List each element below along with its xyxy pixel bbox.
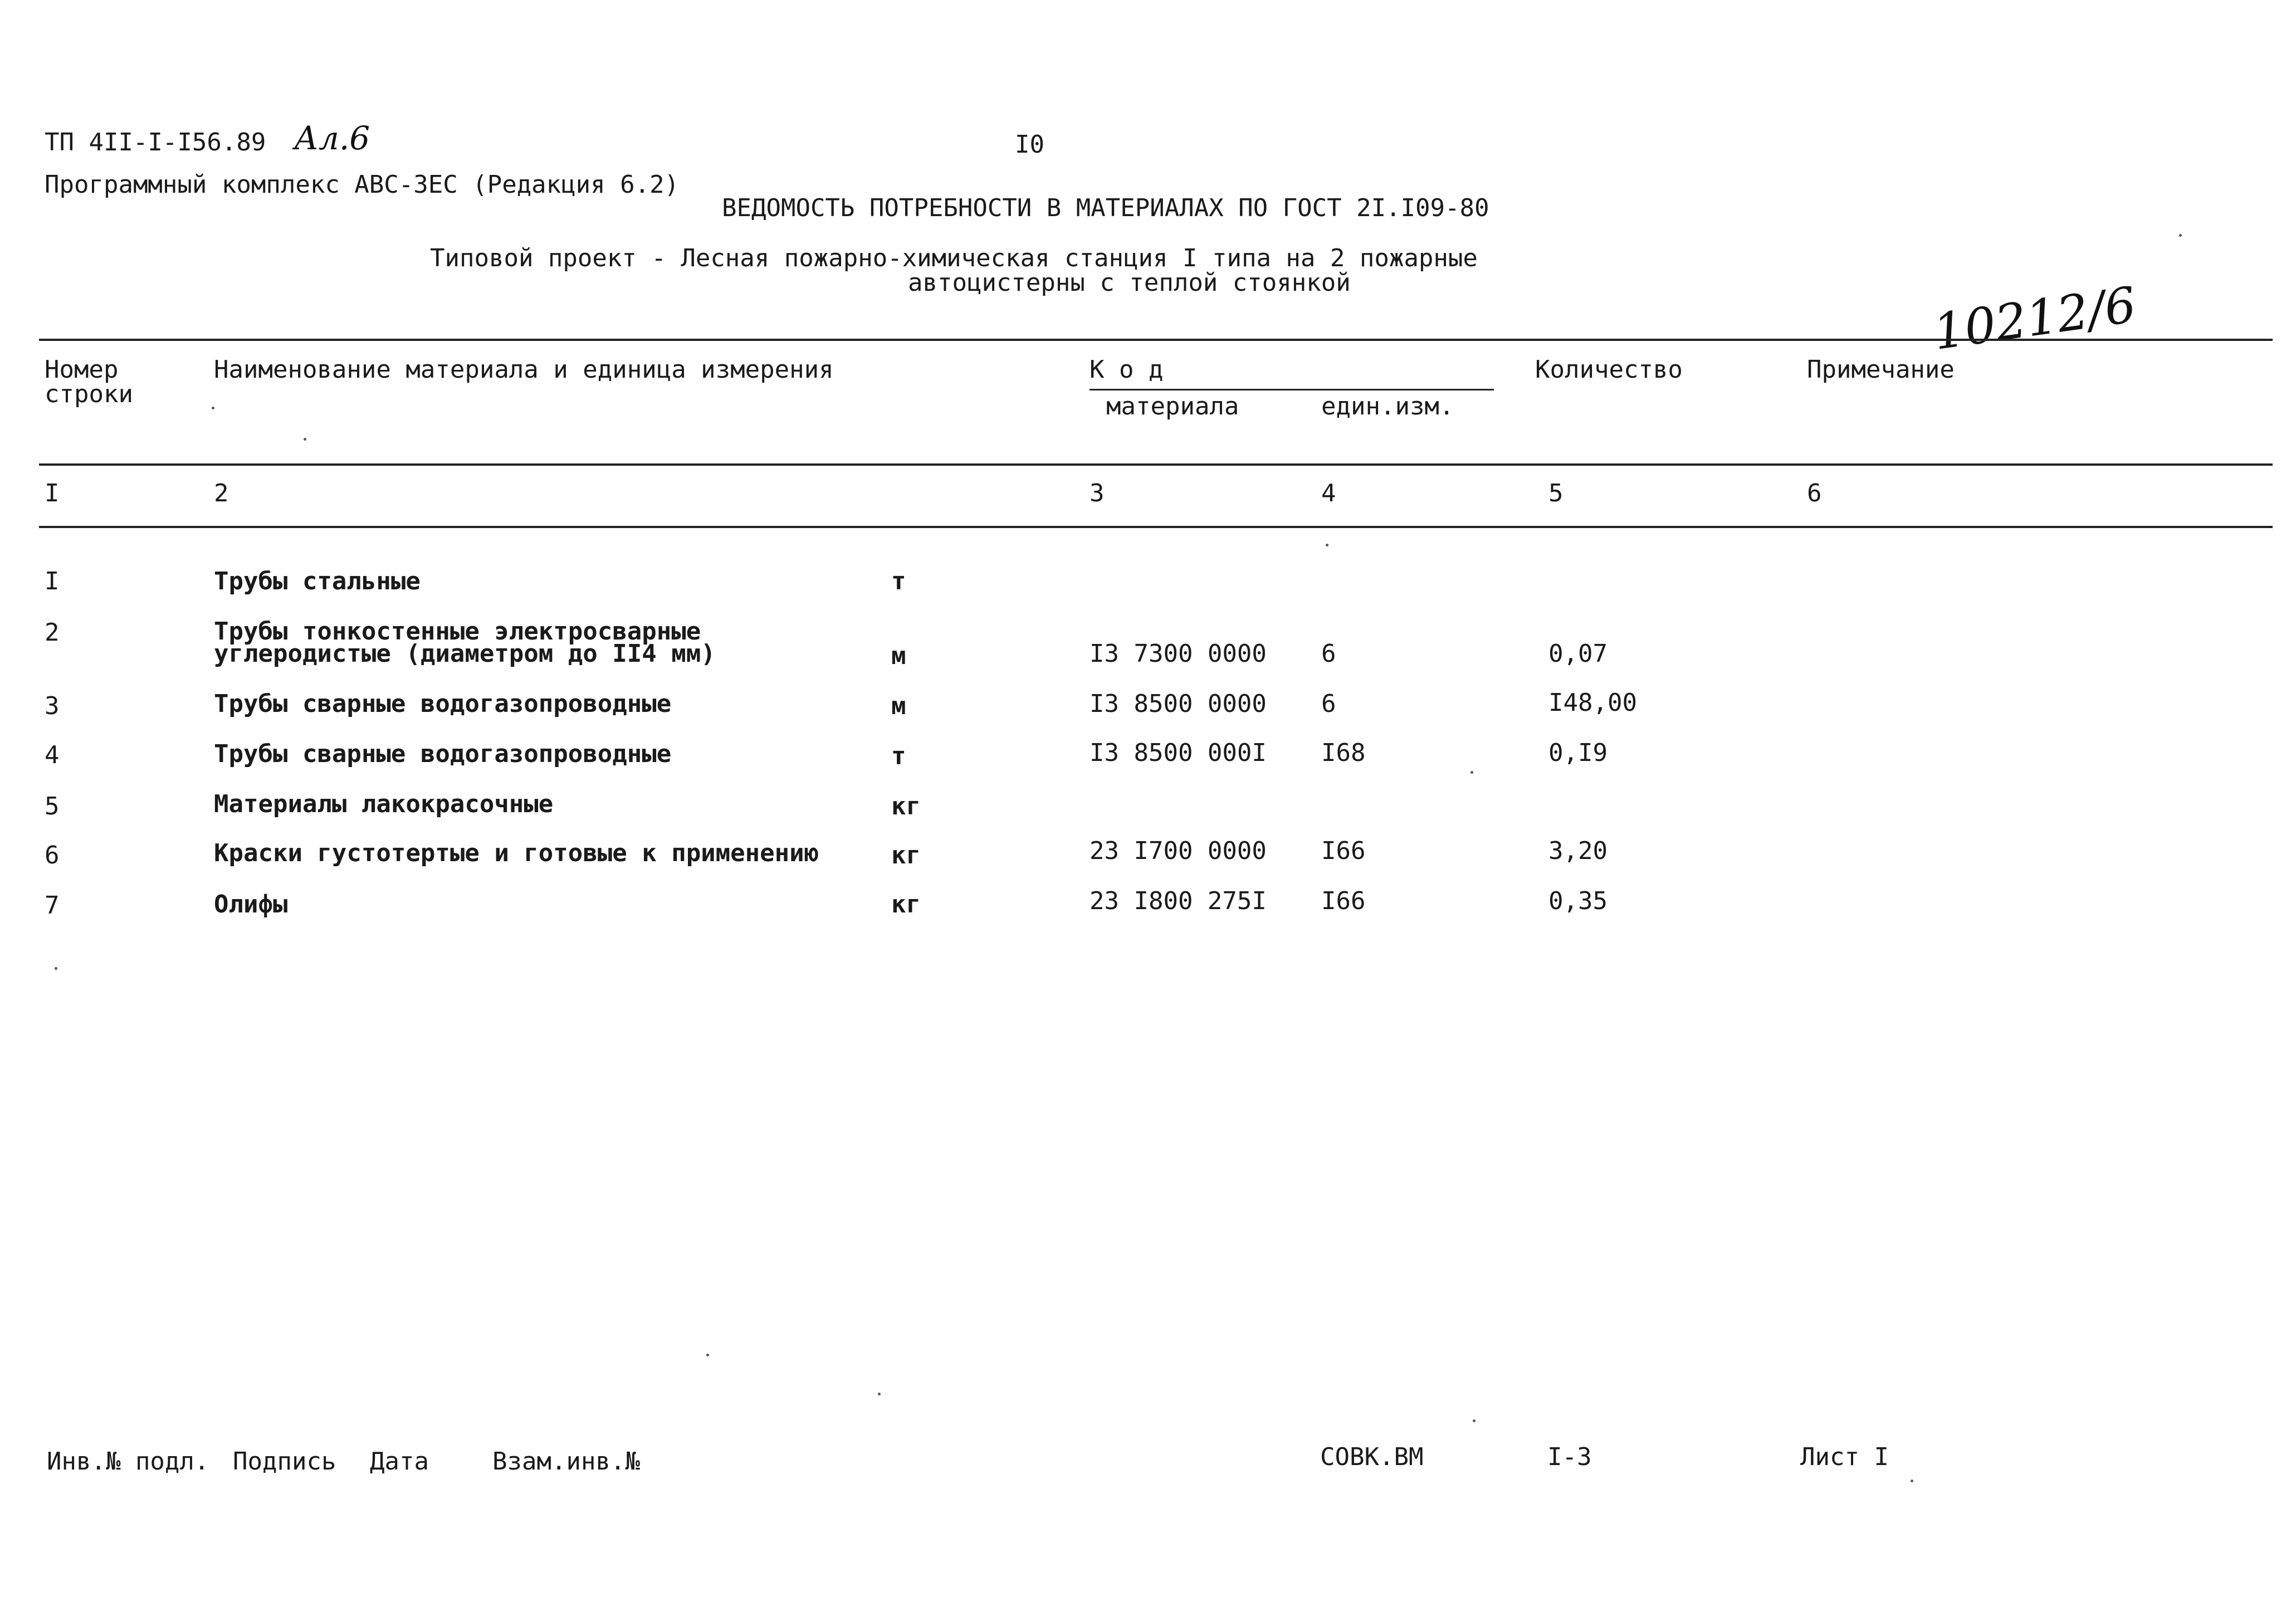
- scan-speck: [212, 407, 214, 409]
- code-group-underline: [1090, 389, 1494, 390]
- row-7-number: 7: [45, 891, 60, 920]
- row-6-code: 23 I700 0000: [1090, 837, 1267, 865]
- row-3-code: I3 8500 0000: [1090, 690, 1267, 718]
- header-quantity: Количество: [1535, 355, 1683, 384]
- row-5-unit: кг: [891, 792, 921, 821]
- row-7-quantity: 0,35: [1548, 887, 1608, 915]
- row-7-unit-code: I66: [1321, 887, 1366, 915]
- row-5-number: 5: [45, 792, 60, 821]
- row-6-unit: кг: [891, 841, 921, 870]
- footer-sheet: Лист I: [1800, 1443, 1889, 1471]
- row-2-name-line1: Трубы тонкостенные электросварные: [214, 617, 701, 646]
- scan-speck: [304, 438, 306, 441]
- header-code-unit: един.изм.: [1321, 392, 1454, 421]
- footer-vzam-inv: Взам.инв.№: [492, 1447, 640, 1476]
- scan-speck: [1473, 1419, 1476, 1422]
- column-number-5: 5: [1548, 479, 1564, 507]
- row-7-code: 23 I800 275I: [1090, 887, 1267, 915]
- row-1-number: I: [45, 567, 60, 595]
- scan-speck: [1326, 544, 1328, 546]
- column-numbers-bottom-rule: [39, 526, 2273, 528]
- handwritten-number: 10212/6: [1929, 276, 2139, 361]
- row-1-unit: т: [891, 567, 906, 595]
- project-subtitle-line2: автоцистерны с теплой стоянкой: [908, 269, 1351, 297]
- footer-inv-no: Инв.№ подл.: [47, 1447, 209, 1476]
- header-row-number-line2: строки: [45, 380, 133, 408]
- column-number-3: 3: [1090, 479, 1105, 507]
- row-2-code: I3 7300 0000: [1090, 640, 1267, 668]
- scan-speck: [55, 967, 57, 970]
- row-3-quantity: I48,00: [1548, 689, 1637, 717]
- program-name: Программный комплекс АВС-ЗЕС (Редакция 6.2): [45, 170, 680, 199]
- header-code-material: материала: [1106, 392, 1239, 421]
- header-material-name: Наименование материала и единица измерения: [214, 355, 834, 384]
- footer-section: I-3: [1547, 1443, 1592, 1471]
- row-2-name-line2: углеродистые (диаметром до II4 мм): [214, 640, 716, 668]
- row-3-number: 3: [45, 692, 60, 720]
- row-2-quantity: 0,07: [1548, 640, 1608, 668]
- row-7-unit: кг: [891, 890, 921, 919]
- column-number-2: 2: [214, 479, 229, 507]
- page-number: I0: [1015, 130, 1044, 159]
- footer-date: Дата: [370, 1447, 429, 1476]
- column-number-4: 4: [1321, 479, 1336, 507]
- scan-speck: [1911, 1480, 1913, 1482]
- row-3-name: Трубы сварные водогазопроводные: [214, 690, 672, 718]
- scan-speck: [2179, 234, 2182, 237]
- row-5-name: Материалы лакокрасочные: [214, 790, 554, 818]
- row-6-unit-code: I66: [1321, 837, 1366, 865]
- scan-speck: [706, 1354, 709, 1356]
- row-2-unit: м: [891, 642, 906, 670]
- row-6-quantity: 3,20: [1548, 837, 1608, 865]
- header-code-group: К о д: [1090, 355, 1164, 384]
- row-2-number: 2: [45, 618, 60, 647]
- row-6-name: Краски густотертые и готовые к применению: [214, 839, 819, 867]
- scan-speck: [1471, 771, 1473, 774]
- row-3-unit: м: [891, 692, 906, 720]
- column-number-6: 6: [1807, 479, 1822, 507]
- row-3-unit-code: 6: [1321, 690, 1336, 718]
- page-title: ВЕДОМОСТЬ ПОТРЕБНОСТИ В МАТЕРИАЛАХ ПО ГОСТ 2I.I09-80: [722, 194, 1489, 222]
- column-numbers-top-rule: [39, 463, 2273, 466]
- row-6-number: 6: [45, 841, 60, 870]
- row-4-number: 4: [45, 741, 60, 769]
- footer-signature: Подпись: [233, 1447, 336, 1476]
- row-4-code: I3 8500 000I: [1090, 739, 1267, 767]
- handwritten-note: Ал.6: [294, 119, 370, 157]
- scan-speck: [878, 1393, 881, 1395]
- doc-code: ТП 4II-I-I56.89: [45, 128, 266, 157]
- footer-doc-mark: СОВК.ВМ: [1320, 1443, 1424, 1471]
- row-4-quantity: 0,I9: [1548, 739, 1608, 767]
- row-4-unit-code: I68: [1321, 739, 1366, 767]
- row-7-name: Олифы: [214, 890, 288, 919]
- header-note: Примечание: [1807, 355, 1955, 384]
- row-2-unit-code: 6: [1321, 640, 1336, 668]
- row-4-name: Трубы сварные водогазопроводные: [214, 740, 672, 768]
- header-row-number-line1: Номер: [45, 355, 119, 384]
- table-top-rule: [39, 339, 2273, 341]
- column-number-1: I: [45, 479, 60, 507]
- row-1-name: Трубы стальные: [214, 567, 421, 595]
- project-subtitle-line1: Типовой проект - Лесная пожарно-химическая станция I типа на 2 пожарные: [430, 244, 1478, 272]
- row-4-unit: т: [891, 742, 906, 770]
